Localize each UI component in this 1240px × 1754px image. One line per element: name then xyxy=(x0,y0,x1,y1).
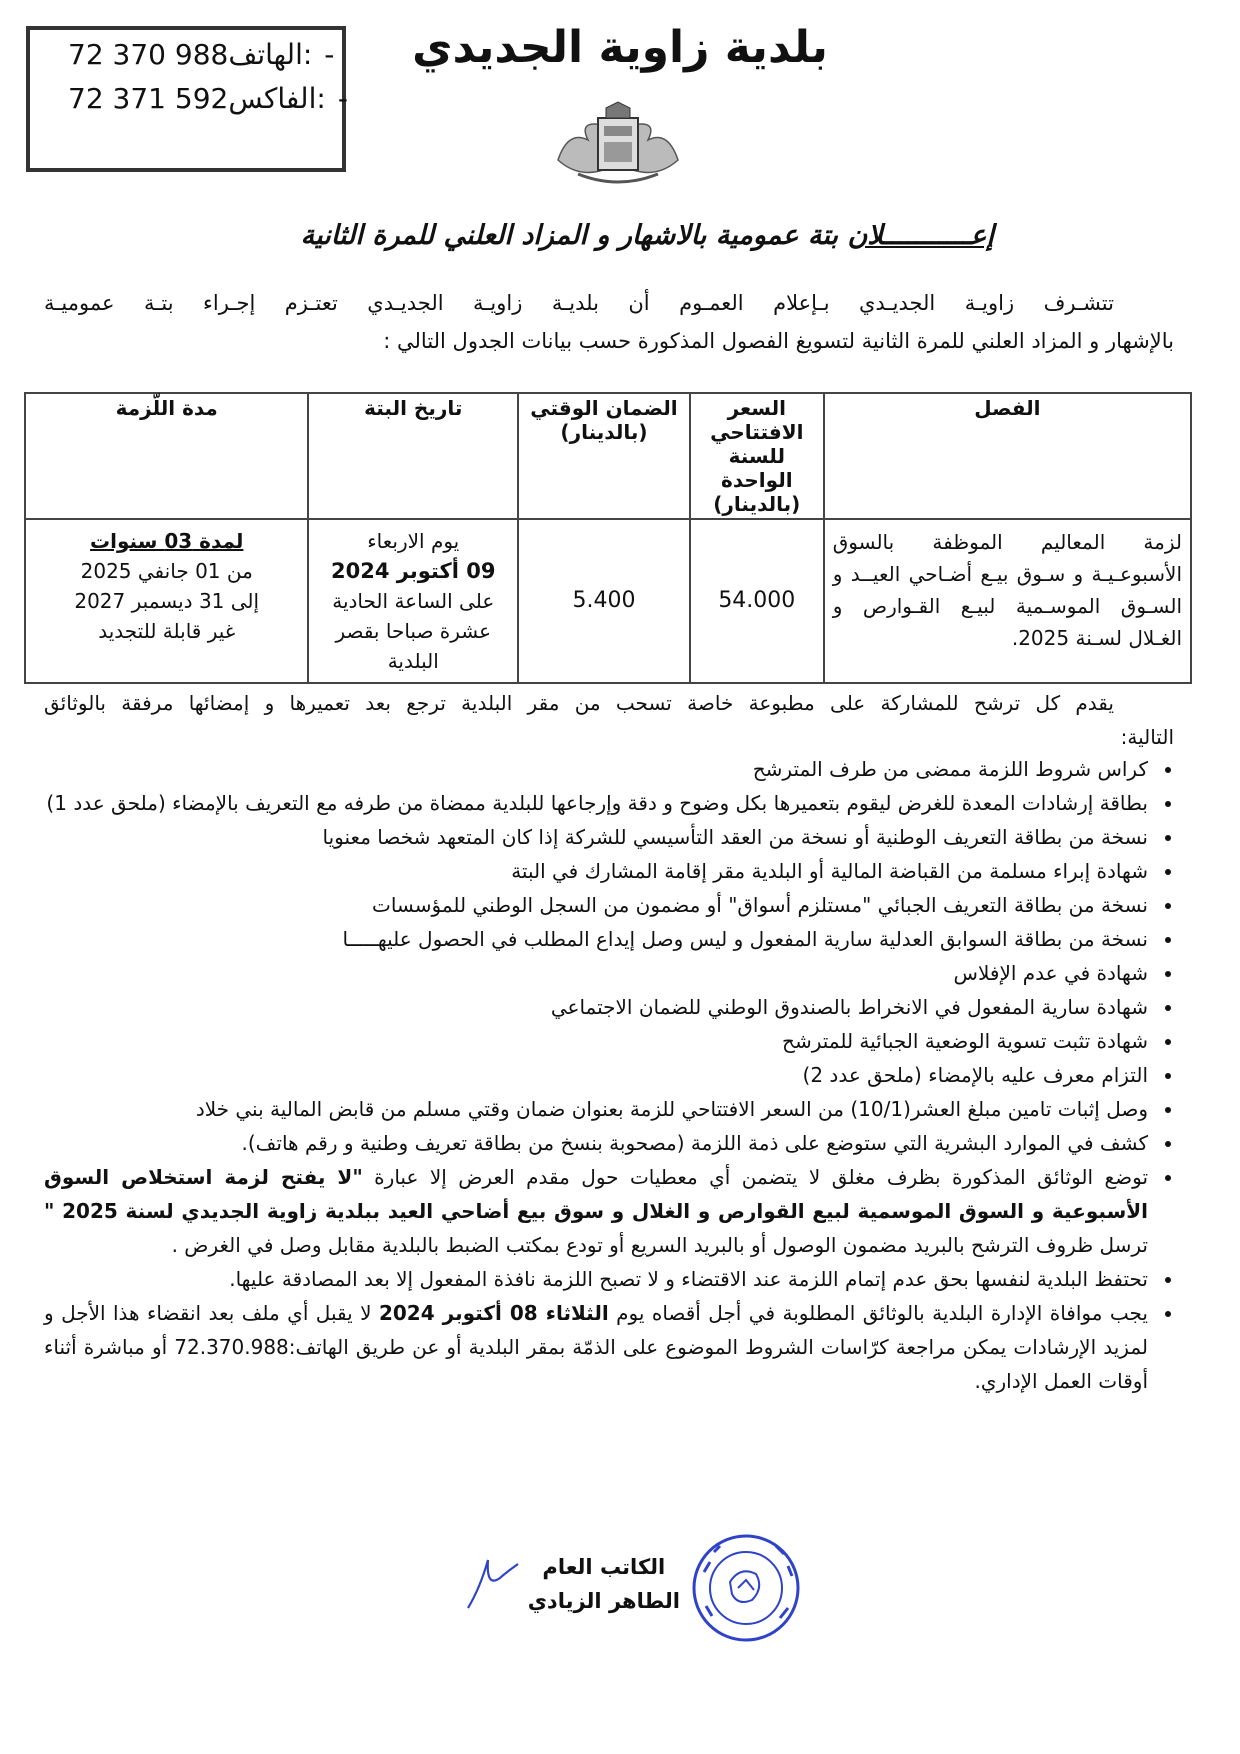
deadline-note-part2: لا يقبل أي ملف بعد انقضاء هذا الأجل و لمزيد الإرشادات يمكن مراجعة كرّاسات الشروط الموضوع على الذمّة بمقر البلدية أو عن طريق الهاتف:72.370.988 أو مباشرة أثناء أوقات العمل الإداري. xyxy=(44,1301,1148,1393)
intro-line-2: بالإشهار و المزاد العلني للمرة الثانية لتسويغ الفصول المذكورة حسب بيانات الجدول التالي : xyxy=(383,329,1174,353)
header-item: الفصل xyxy=(824,393,1191,519)
envelope-note-part2: ترسل ظروف الترشح بالبريد مضمون الوصول أو بالبريد السريع أو تودع بمكتب الضبط بالبلدية مقابل وصل في الغرض . xyxy=(171,1233,1148,1257)
table-header-row xyxy=(25,393,1191,519)
envelope-note-part1: توضع الوثائق المذكورة بظرف مغلق لا يتضمن أي معطيات حول مقدم العرض إلا عبارة xyxy=(362,1165,1149,1189)
duration-to: إلى 31 ديسمبر 2027 xyxy=(74,589,260,613)
envelope-note xyxy=(44,1160,1152,1262)
announcement-title xyxy=(301,220,994,251)
phone-line xyxy=(68,38,335,71)
date-day: يوم الاربعاء xyxy=(367,529,460,553)
reserve-note: • تحتفظ البلدية لنفسها بحق عدم إتمام اللزمة عند الاقتضاء و لا تصبح اللزمة نافذة المفعول إلا بعد المصادقة عليها. xyxy=(44,1262,1152,1296)
submission-paragraph xyxy=(44,686,1174,754)
submission-line-1: يقدم كل ترشح للمشاركة على مطبوعة خاصة تسحب من مقر البلدية ترجع بعد تعميرها و إمضائها مرفقة بالوثائق xyxy=(44,691,1114,715)
fax-bullet: - xyxy=(337,82,348,115)
list-item: • شهادة تثبت تسوية الوضعية الجبائية للمترشح xyxy=(44,1024,1152,1058)
phone-number: 72 370 988 xyxy=(68,38,229,71)
signature-role: الكاتب العام xyxy=(542,1555,666,1579)
list-item: • نسخة من بطاقة التعريف الجبائي "مستلزم أسواق" أو مضمون من السجل الوطني للمؤسسات xyxy=(44,888,1152,922)
municipality-emblem-icon xyxy=(548,100,688,190)
cell-duration xyxy=(25,519,308,683)
cell-opening-price: 54.000 xyxy=(690,519,824,683)
list-item: • شهادة سارية المفعول في الانخراط بالصندوق الوطني للضمان الاجتماعي xyxy=(44,990,1152,1024)
signature-block xyxy=(528,1550,680,1618)
signature-name: الطاهر الزيادي xyxy=(527,1589,680,1613)
header-guarantee: الضمان الوقتي (بالدينار) xyxy=(518,393,690,519)
announcement-title-rest: بتة عمومية بالاشهار و المزاد العلني للمرة الثانية xyxy=(300,220,839,251)
duration-renewal: غير قابلة للتجديد xyxy=(98,619,236,643)
list-item: • كشف في الموارد البشرية التي ستوضع على ذمة اللزمة (مصحوبة بنسخ من بطاقة تعريف وطنية و رقم هاتف). xyxy=(44,1126,1152,1160)
fax-number: 72 371 592 xyxy=(68,82,229,115)
lots-table xyxy=(24,392,1192,684)
list-item: • نسخة من بطاقة التعريف الوطنية أو نسخة من العقد التأسيسي للشركة إذا كان المتعهد شخصا معنويا xyxy=(44,820,1152,854)
deadline-note xyxy=(44,1296,1152,1398)
phone-bullet: - xyxy=(324,38,335,71)
list-item: • شهادة في عدم الإفلاس xyxy=(44,956,1152,990)
cell-item: لزمة المعاليم الموظفة بالسوق الأسبوعـيـة و سـوق بيـع أضـاحي العيــد و السـوق الموسـمية لبيـع القـوارص و الغـلال لسـنة 2025. xyxy=(824,519,1191,683)
table-row xyxy=(25,519,1191,683)
contact-box xyxy=(26,26,346,172)
cell-date xyxy=(308,519,518,683)
date-time-place: على الساعة الحادية عشرة صباحا بقصر البلدية xyxy=(332,589,495,673)
header-opening-price: السعر الافتتاحي للسنة الواحدة (بالدينار) xyxy=(690,393,824,519)
fax-line xyxy=(68,82,348,115)
cell-guarantee: 5.400 xyxy=(518,519,690,683)
municipality-title: بلدية زاوية الجديدي xyxy=(412,22,828,73)
list-item: • نسخة من بطاقة السوابق العدلية سارية المفعول و ليس وصل إيداع المطلب في الحصول عليهـــــا xyxy=(44,922,1152,956)
intro-line-1: تتشـرف زاويـة الجديـدي بـإعلام العمـوم أن بلديـة زاويـة الجديـدي تعتـزم إجـراء بتـة عموميـة xyxy=(44,291,1114,315)
duration-from: من 01 جانفي 2025 xyxy=(80,559,253,583)
list-item: • كراس شروط اللزمة ممضى من طرف المترشح xyxy=(44,752,1152,786)
list-item: • بطاقة إرشادات المعدة للغرض ليقوم بتعميرها بكل وضوح و دقة وإرجاعها للبلدية ممضاة من طرفه مع التعريف بالإمضاء (ملحق عدد 1) xyxy=(44,786,1152,820)
list-item: • وصل إثبات تامين مبلغ العشر(10/1) من السعر الافتتاحي للزمة بعنوان ضمان وقتي مسلم من قابض المالية بني خلاد xyxy=(44,1092,1152,1126)
deadline-note-part1: يجب موافاة الإدارة البلدية بالوثائق المطلوبة في أجل أقصاه يوم xyxy=(608,1301,1148,1325)
documents-list xyxy=(44,752,1178,1398)
header-date: تاريخ البتة xyxy=(308,393,518,519)
official-stamp-icon xyxy=(690,1532,802,1644)
list-item: • التزام معرف عليه بالإمضاء (ملحق عدد 2) xyxy=(44,1058,1152,1092)
header-duration: مدة اللّزمة xyxy=(25,393,308,519)
intro-paragraph xyxy=(44,284,1174,360)
signature-mark xyxy=(460,1548,530,1618)
deadline-date: الثلاثاء 08 أكتوبر 2024 xyxy=(378,1301,609,1325)
date-value: 09 أكتوبر 2024 xyxy=(331,559,496,583)
envelope-note-phrase: "لا يفتح لزمة استخلاص السوق الأسبوعية و السوق الموسمية لبيع القوارص و الغلال و سوق بيع أضاحي العيد ببلدية زاوية الجديدي لسنة 2025 " xyxy=(44,1165,1148,1223)
phone-label: الهاتف: xyxy=(228,38,313,71)
duration-length: لمدة 03 سنوات xyxy=(90,529,244,553)
fax-label: الفاكس: xyxy=(228,82,326,115)
list-item: • شهادة إبراء مسلمة من القباضة المالية أو البلدية مقر إقامة المشارك في البتة xyxy=(44,854,1152,888)
announcement-title-prefix: إعـــــــــــلان xyxy=(847,220,994,251)
submission-line-2: التالية: xyxy=(1120,725,1174,749)
